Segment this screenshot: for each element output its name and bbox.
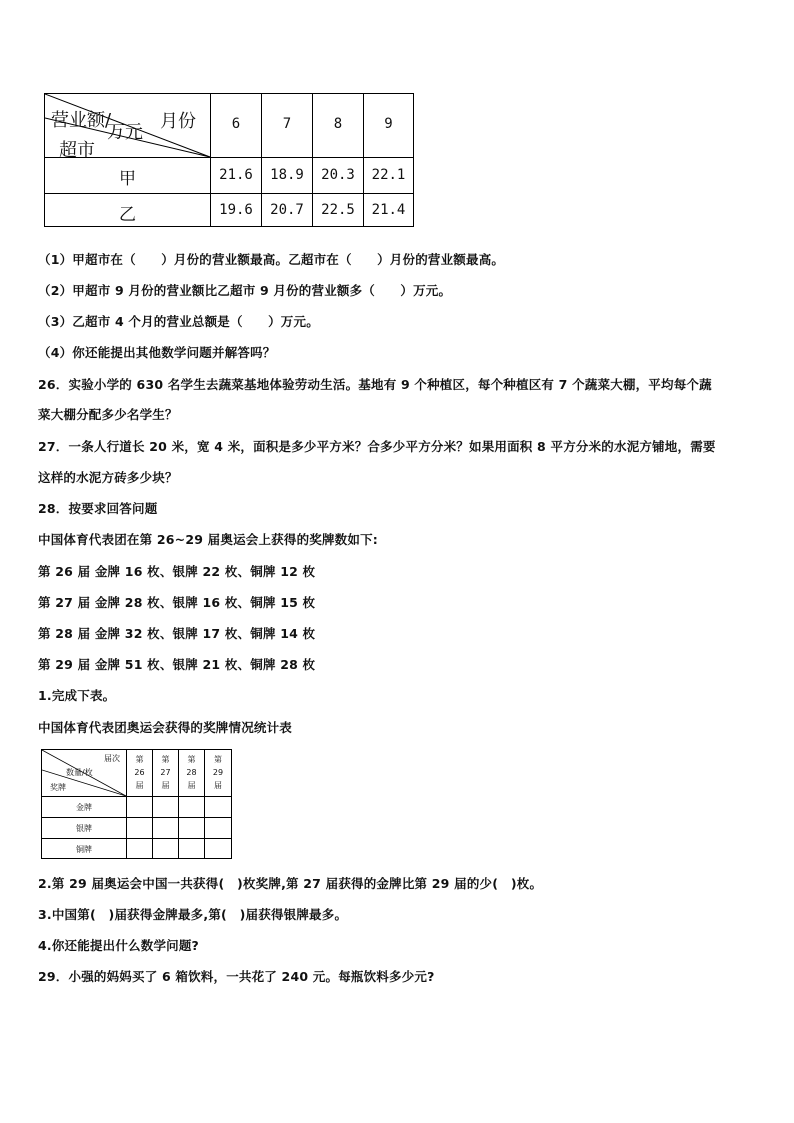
sub-question-2: 2.第 29 届奥运会中国一共获得( )枚奖牌,第 27 届获得的金牌比第 29 届的少( )枚。 [38, 876, 543, 891]
sales-value: 18.9 [270, 167, 304, 183]
session-header-26: 第 26 届 [134, 755, 145, 790]
medal-table [41, 749, 232, 859]
month-header: 8 [333, 116, 343, 132]
question-27-line-1: 27．一条人行道长 20 米，宽 4 米，面积是多少平方米？合多少平方分米？如果用面积 8 平方分米的水泥方铺地，需要 [38, 439, 716, 454]
question-25-1: （1）甲超市在（ ）月份的营业额最高。乙超市在（ ）月份的营业额最高。 [38, 252, 505, 267]
medal-record-28: 第 28 届 金牌 32 枚、银牌 17 枚、铜牌 14 枚 [38, 626, 316, 641]
sales-value: 22.5 [321, 202, 355, 218]
medal-record-29: 第 29 届 金牌 51 枚、银牌 21 枚、铜牌 28 枚 [38, 657, 316, 672]
medal-record-27: 第 27 届 金牌 28 枚、银牌 16 枚、铜牌 15 枚 [38, 595, 316, 610]
sales-value: 22.1 [371, 167, 406, 183]
month-header: 7 [282, 116, 292, 132]
sales-value: 21.6 [219, 167, 253, 183]
row-gold: 金牌 [76, 803, 92, 812]
question-25-3: （3）乙超市 4 个月的营业总额是（ ）万元。 [38, 314, 319, 329]
month-header: 6 [231, 116, 241, 132]
store-label: 乙 [119, 205, 136, 225]
question-29: 29．小强的妈妈买了 6 箱饮料，一共花了 240 元。每瓶饮料多少元? [38, 969, 435, 984]
corner-quantity: 数量/枚 [66, 768, 93, 777]
question-25-4: （4）你还能提出其他数学问题并解答吗？ [38, 345, 276, 360]
question-27-line-2: 这样的水泥方砖多少块？ [38, 470, 178, 485]
session-header-29: 第 29 届 [212, 755, 224, 790]
corner-medal: 奖牌 [50, 783, 66, 792]
session-header-28: 第 28 届 [186, 755, 197, 790]
row-silver: 银牌 [76, 824, 92, 833]
question-28-title: 28．按要求回答问题 [38, 501, 158, 516]
session-header-27: 第 27 届 [160, 755, 171, 790]
sub-question-4: 4.你还能提出什么数学问题? [38, 938, 199, 953]
sub-question-3: 3.中国第( )届获得金牌最多,第( )届获得银牌最多。 [38, 907, 348, 922]
corner-session: 届次 [104, 754, 120, 763]
sales-value: 19.6 [219, 202, 253, 218]
store-label: 甲 [119, 169, 136, 189]
sales-value: 21.4 [371, 202, 406, 218]
medal-table-title: 中国体育代表团奥运会获得的奖牌情况统计表 [38, 720, 293, 735]
sales-value: 20.7 [270, 202, 304, 218]
corner-label-revenue: 营业额/ [51, 110, 112, 131]
question-26-line-2: 菜大棚分配多少名学生？ [38, 407, 178, 422]
sales-table [44, 93, 414, 227]
medal-record-26: 第 26 届 金牌 16 枚、银牌 22 枚、铜牌 12 枚 [38, 564, 316, 579]
medal-intro: 中国体育代表团在第 26~29 届奥运会上获得的奖牌数如下: [38, 532, 378, 547]
sales-value: 20.3 [321, 167, 355, 183]
month-header: 9 [384, 116, 393, 132]
corner-label-month: 月份 [160, 111, 196, 132]
question-25-2: （2）甲超市 9 月份的营业额比乙超市 9 月份的营业额多（ ）万元。 [38, 283, 452, 298]
question-26-line-1: 26．实验小学的 630 名学生去蔬菜基地体验劳动生活。基地有 9 个种植区，每个种植区有 7 个蔬菜大棚，平均每个蔬 [38, 377, 712, 392]
corner-label-unit: 万元 [107, 122, 143, 143]
row-bronze: 铜牌 [76, 845, 92, 854]
sub-question-1: 1.完成下表。 [38, 688, 116, 703]
corner-label-store: 超市 [59, 140, 95, 161]
